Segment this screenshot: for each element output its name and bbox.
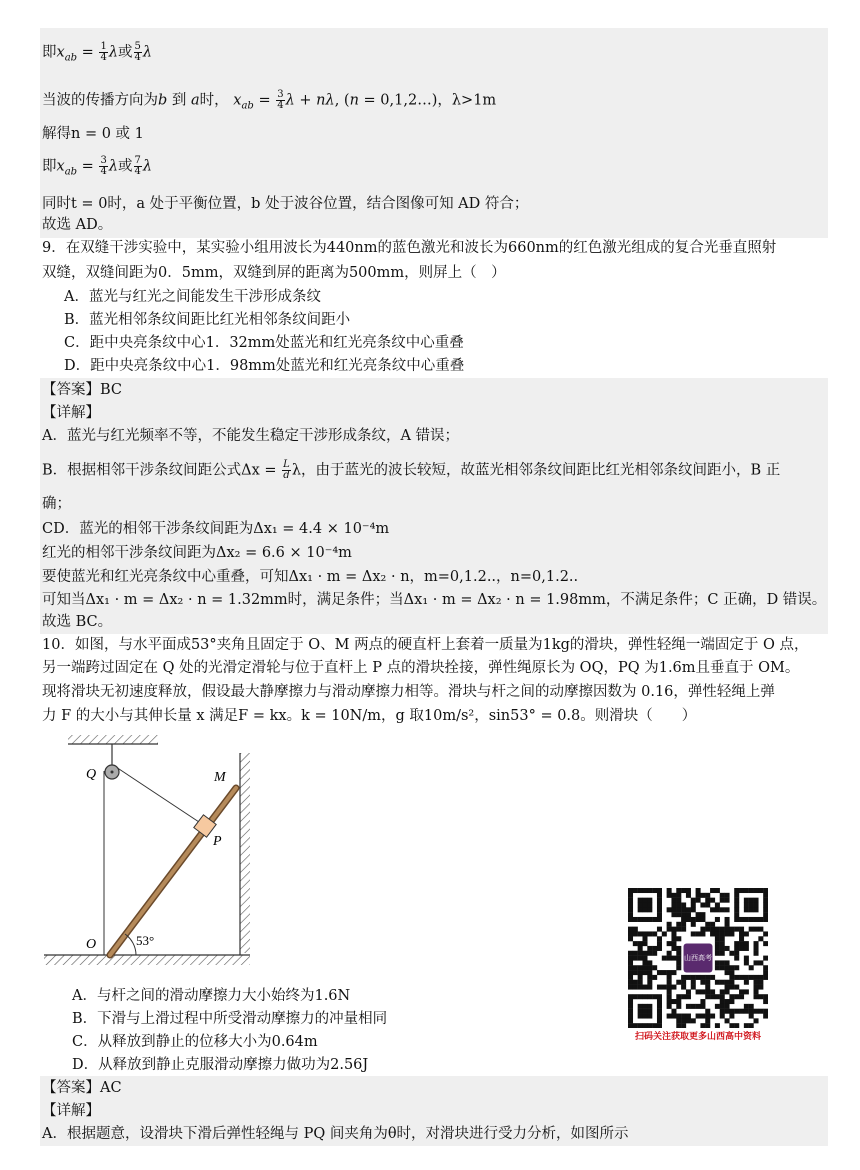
text-line: 即$x_{ab}$ = $\frac{1}{4}$ λ或 $\frac{5}{4}$ λ — [42, 41, 153, 64]
qr-caption: 扫码关注获取更多山西高中资料 — [634, 1032, 761, 1042]
text-line: 故选 AD。 — [42, 217, 113, 233]
explanation-line: 红光的相邻干涉条纹间距为Δx₂ = 6.6 × 10⁻⁴m — [42, 545, 352, 561]
question-10-stem: 另一端跨过固定在 Q 处的光滑定滑轮与位于直杆上 P 点的滑块拴接，弹性绳原长为 OQ，PQ 为1.6m且垂直于 OM。 — [42, 660, 800, 676]
label-p: P — [213, 834, 222, 849]
option-d: D．从释放到静止克服滑动摩擦力做功为2.56J — [72, 1057, 369, 1073]
pulley-axle — [111, 771, 114, 774]
label-angle: 53° — [136, 933, 155, 948]
explanation-line: A．根据题意，设滑块下滑后弹性轻绳与 PQ 间夹角为θ时，对滑块进行受力分析，如图所示 — [42, 1126, 629, 1142]
qr-code-icon — [628, 888, 768, 1028]
wall-hatch — [240, 753, 250, 953]
option-b: B．下滑与上滑过程中所受滑动摩擦力的冲量相同 — [72, 1011, 388, 1027]
explanation-line: 故选 BC。 — [42, 614, 113, 630]
explanation-line: B．根据相邻干涉条纹间距公式Δx = $\frac{L}{d}$ λ，由于蓝光的波长较短，故蓝光相邻条纹间距比红光相邻条纹间距小，B 正 — [42, 459, 781, 481]
question-10-stem: 现将滑块无初速度释放，假设最大静摩擦力与滑动摩擦力相等。滑块与杆之间的动摩擦因数为 0.16，弹性轻绳上弹 — [42, 684, 775, 700]
option-c: C．距中央亮条纹中心1．32mm处蓝光和红光亮条纹中心重叠 — [64, 335, 464, 351]
option-d: D．距中央亮条纹中心1．98mm处蓝光和红光亮条纹中心重叠 — [64, 358, 465, 374]
label-m: M — [214, 770, 226, 785]
option-a: A．蓝光与红光之间能发生干涉形成条纹 — [64, 289, 321, 305]
answer-label: 【答案】BC — [42, 382, 123, 398]
answer-label: 【答案】AC — [42, 1080, 122, 1096]
rod-om-highlight — [110, 788, 236, 955]
detail-label: 【详解】 — [42, 405, 100, 421]
ground-hatch — [44, 955, 250, 965]
rope-qp — [116, 767, 202, 824]
question-9-stem: 9．在双缝干涉实验中，某实验小组用波长为440nm的蓝色激光和波长为660nm的红色激光组成的复合光垂直照射 — [42, 240, 777, 256]
ceiling-hatch — [68, 735, 158, 744]
explanation-line: CD．蓝光的相邻干涉条纹间距为Δx₁ = 4.4 × 10⁻⁴m — [42, 521, 390, 537]
inclined-rod-figure — [40, 733, 270, 973]
option-b: B．蓝光相邻条纹间距比红光相邻条纹间距小 — [64, 312, 351, 328]
question-10-stem: 10．如图，与水平面成53°夹角且固定于 O、M 两点的硬直杆上套着一质量为1kg的滑块，弹性轻绳一端固定于 O 点， — [42, 637, 809, 653]
label-o: O — [86, 937, 97, 952]
svg-text:山西高考: 山西高考 — [684, 954, 712, 962]
option-c: C．从释放到静止的位移大小为0.64m — [72, 1034, 318, 1050]
text-line: 当波的传播方向为b 到 a时， $x_{ab}$ = $\frac{3}{4}$ λ + nλ, (n = 0,1,2…)，λ>1m — [42, 89, 497, 112]
text-line: 同时t = 0时，a 处于平衡位置，b 处于波谷位置，结合图像可知 AD 符合； — [42, 196, 529, 212]
explanation-line: 可知当Δx₁ · m = Δx₂ · n = 1.32mm时，满足条件；当Δx₁ · m = Δx₂ · n = 1.98mm，不满足条件；C 正确，D 错误。 — [42, 592, 827, 608]
text-line: 解得n = 0 或 1 — [42, 126, 144, 142]
detail-label: 【详解】 — [42, 1103, 100, 1119]
explanation-line: 确； — [42, 496, 71, 512]
explanation-line: 要使蓝光和红光亮条纹中心重叠，可知Δx₁ · m = Δx₂ · n，m=0,1.2..，n=0,1.2.. — [42, 569, 579, 585]
label-q: Q — [86, 767, 97, 782]
option-a: A．与杆之间的滑动摩擦力大小始终为1.6N — [72, 988, 351, 1004]
question-9-stem: 双缝，双缝间距为0．5mm，双缝到屏的距离为500mm，则屏上（ ） — [42, 265, 506, 281]
explanation-line: A．蓝光与红光频率不等，不能发生稳定干涉形成条纹，A 错误； — [42, 428, 460, 444]
question-10-stem: 力 F 的大小与其伸长量 x 满足F = kx。k = 10N/m，g 取10m/s²，sin53° = 0.8。则滑块（ ） — [42, 708, 697, 724]
text-line: 即$x_{ab}$ = $\frac{3}{4}$ λ或 $\frac{7}{4}$ λ — [42, 155, 153, 178]
